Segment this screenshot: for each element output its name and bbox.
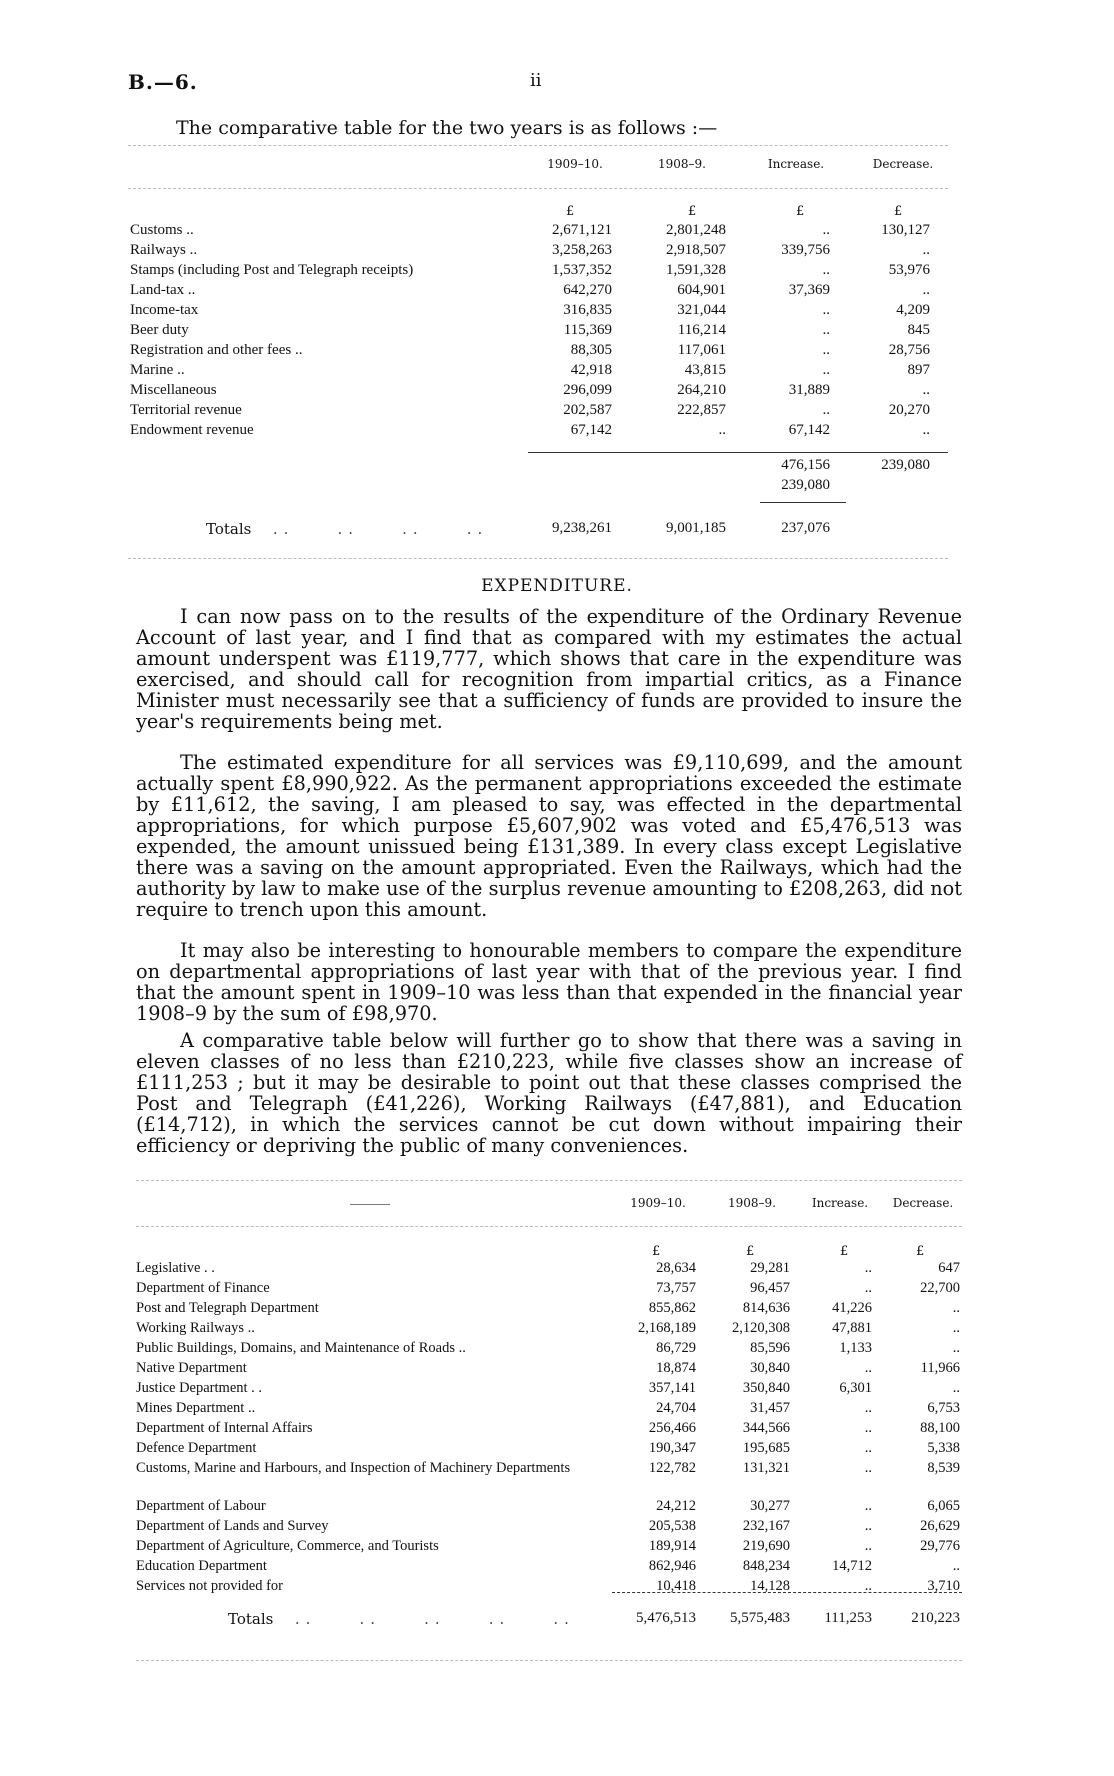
expenditure-row-label: Legislative . . [136,1260,215,1276]
revenue-row-1909: 42,918 [570,362,612,378]
revenue-row-1908: 43,815 [684,362,726,378]
expenditure-row-label: Department of Internal Affairs [136,1420,313,1436]
expenditure-totals-label: Totals .. .. .. .. .. [228,1610,575,1628]
expenditure-row-1909: 190,347 [648,1440,696,1456]
expenditure-row-label: Services not provided for [136,1578,283,1594]
expenditure-row-increase: .. [864,1280,872,1296]
expenditure-row-decrease: .. [952,1558,960,1574]
revenue-row-decrease: 53,976 [888,262,930,278]
revenue-total-increase: 237,076 [781,520,830,536]
revenue-row-increase: 339,756 [781,242,830,258]
expenditure-row-increase: 47,881 [832,1320,872,1336]
revenue-row-1908: 116,214 [677,322,726,338]
revenue-unit-2: £ [688,204,697,219]
expenditure-row-increase: 1,133 [839,1340,872,1356]
revenue-row-increase: .. [822,402,830,418]
revenue-row-1908: 264,210 [677,382,726,398]
revenue-row-1908: .. [718,422,726,438]
expenditure-row-1908: 85,596 [750,1340,790,1356]
revenue-row-label: Land-tax .. [130,282,196,298]
expenditure-row-label: Department of Lands and Survey [136,1518,329,1534]
revenue-col-1909: 1909–10. [547,157,603,171]
expenditure-row-1908: 31,457 [750,1400,790,1416]
exp-total-1908: 5,575,483 [730,1610,790,1626]
exp-unit-2: £ [746,1244,755,1259]
expenditure-row-1908: 14,128 [750,1578,790,1594]
revenue-row-1909: 3,258,263 [552,242,612,258]
expenditure-row-decrease: 26,629 [920,1518,960,1534]
revenue-totals-label: Totals .. .. .. .. [206,520,489,538]
revenue-row-decrease: 20,270 [888,402,930,418]
revenue-row-1908: 1,591,328 [666,262,726,278]
expenditure-row-1908: 96,457 [750,1280,790,1296]
revenue-subtotal-decrease: 239,080 [881,457,930,473]
expenditure-row-label: Mines Department .. [136,1400,256,1416]
expenditure-row-1908: 2,120,308 [732,1320,790,1336]
revenue-col-increase: Increase. [767,157,825,171]
revenue-row-1908: 2,801,248 [666,222,726,238]
expenditure-row-decrease: 8,539 [927,1460,960,1476]
expenditure-row-1909: 357,141 [648,1380,696,1396]
revenue-row-1909: 88,305 [570,342,612,358]
expenditure-row-increase: .. [864,1518,872,1534]
expenditure-row-1909: 2,168,189 [638,1320,696,1336]
expenditure-row-label: Defence Department [136,1440,257,1456]
expenditure-row-decrease: .. [952,1380,960,1396]
exp-col-1908: 1908–9. [728,1196,776,1210]
revenue-row-label: Registration and other fees .. [130,342,303,358]
revenue-row-increase: 37,369 [788,282,830,298]
expenditure-row-label: Post and Telegraph Department [136,1300,319,1316]
expenditure-row-decrease: 6,753 [927,1400,960,1416]
expenditure-row-decrease: 29,776 [920,1538,960,1554]
revenue-row-increase: 31,889 [788,382,830,398]
revenue-row-decrease: 28,756 [888,342,930,358]
expenditure-row-increase: .. [864,1538,872,1554]
revenue-row-increase: .. [822,222,830,238]
expenditure-row-1908: 30,840 [750,1360,790,1376]
expenditure-row-label: Working Railways .. [136,1320,255,1336]
revenue-row-1908: 222,857 [677,402,726,418]
exp-col-decrease: Decrease. [892,1196,954,1210]
expenditure-row-1909: 189,914 [648,1538,696,1554]
exp-total-increase: 111,253 [824,1610,872,1626]
revenue-row-decrease: 845 [907,322,930,338]
revenue-row-1909: 642,270 [563,282,612,298]
expenditure-row-decrease: 11,966 [920,1360,960,1376]
exp-col-1909: 1909–10. [630,1196,686,1210]
revenue-row-label: Marine .. [130,362,185,378]
revenue-row-increase: .. [822,302,830,318]
expenditure-row-1909: 122,782 [648,1460,696,1476]
expenditure-row-increase: .. [864,1360,872,1376]
revenue-unit-3: £ [796,204,805,219]
paragraph-2: The estimated expenditure for all services was £9,110,699, and the amount actually spent £8,990,922. As the permanent appropriations exceeded the estimate by £11,612, the saving, I am pleased to say, was effected in the departmental appropriations, for which purpose £5,607,902 was voted and £5,476,513 was expended, the amount unissued being £131,389. In every class except Legislative there was a saving on the amount appropriated. Even the Railways, which had the authority by law to make use of the surplus revenue amounting to £208,263, did not require to trench upon this amount. [136,751,962,921]
revenue-row-label: Territorial revenue [130,402,242,418]
expenditure-row-label: Native Department [136,1360,247,1376]
expenditure-row-1908: 30,277 [750,1498,790,1514]
exp-col-increase: Increase. [811,1196,869,1210]
expenditure-row-increase: .. [864,1400,872,1416]
revenue-row-decrease: 130,127 [881,222,930,238]
expenditure-row-1909: 855,862 [648,1300,696,1316]
revenue-total-1908: 9,001,185 [666,520,726,536]
expenditure-row-1908: 29,281 [750,1260,790,1276]
revenue-row-label: Stamps (including Post and Telegraph receipts) [130,262,414,278]
revenue-row-1909: 202,587 [563,402,612,418]
expenditure-row-1908: 219,690 [742,1538,790,1554]
expenditure-row-increase: 6,301 [839,1380,872,1396]
revenue-row-label: Railways .. [130,242,198,258]
intro-line: The comparative table for the two years is as follows :— [176,117,718,139]
expenditure-row-increase: .. [864,1440,872,1456]
revenue-row-1909: 1,537,352 [552,262,612,278]
expenditure-row-label: Department of Labour [136,1498,266,1514]
revenue-col-1908: 1908–9. [658,157,706,171]
revenue-row-decrease: 4,209 [896,302,930,318]
revenue-row-decrease: .. [922,382,930,398]
revenue-row-1909: 2,671,121 [552,222,612,238]
revenue-row-label: Endowment revenue [130,422,254,438]
expenditure-row-1909: 86,729 [656,1340,696,1356]
expenditure-row-1909: 73,757 [656,1280,696,1296]
expenditure-row-increase: .. [864,1578,872,1594]
revenue-row-label: Miscellaneous [130,382,217,398]
expenditure-row-label: Customs, Marine and Harbours, and Inspection of Machinery Departments [136,1460,571,1476]
expenditure-row-decrease: 647 [938,1260,960,1276]
page-number: ii [530,70,542,91]
expenditure-row-decrease: .. [952,1300,960,1316]
revenue-row-label: Customs .. [130,222,194,238]
revenue-row-label: Income-tax [130,302,199,318]
revenue-row-label: Beer duty [130,322,189,338]
expenditure-row-label: Justice Department . . [136,1380,263,1396]
revenue-row-decrease: .. [922,422,930,438]
revenue-subtotal-less: 239,080 [781,477,830,493]
revenue-unit-1: £ [566,204,575,219]
expenditure-row-decrease: 5,338 [927,1440,960,1456]
expenditure-row-1909: 24,704 [656,1400,696,1416]
expenditure-row-increase: .. [864,1420,872,1436]
expenditure-row-1908: 131,321 [742,1460,790,1476]
revenue-row-increase: .. [822,342,830,358]
expenditure-row-increase: .. [864,1498,872,1514]
revenue-subtotal-increase: 476,156 [781,457,830,473]
revenue-col-decrease: Decrease. [872,157,934,171]
expenditure-row-1908: 814,636 [742,1300,790,1316]
expenditure-row-decrease: 3,710 [927,1578,960,1594]
expenditure-row-1909: 10,418 [656,1578,696,1594]
expenditure-row-1908: 350,840 [742,1380,790,1396]
exp-total-1909: 5,476,513 [636,1610,696,1626]
page-reference: B.—6. [128,70,198,94]
revenue-row-increase: .. [822,362,830,378]
paragraph-3: It may also be interesting to honourable members to compare the expenditure on departmental appropriations of last year with that of the previous year. I find that the amount spent in 1909–10 was less than that expended in the financial year 1908–9 by the sum of £98,970. [136,939,962,1025]
expenditure-row-label: Department of Finance [136,1280,270,1296]
revenue-total-1909: 9,238,261 [552,520,612,536]
revenue-row-1909: 67,142 [570,422,612,438]
expenditure-row-decrease: 22,700 [920,1280,960,1296]
expenditure-row-1908: 232,167 [742,1518,790,1534]
paragraph-1: I can now pass on to the results of the expenditure of the Ordinary Revenue Account of last year, and I find that as compared with my estimates the actual amount underspent was £119,777, which shows that care in the expenditure was exercised, and should call for recognition from impartial critics, as a Finance Minister must necessarily see that a sufficiency of funds are provided to insure the year's requirements being met. [136,605,962,733]
revenue-row-increase: .. [822,322,830,338]
expenditure-row-decrease: 88,100 [920,1420,960,1436]
expenditure-row-increase: .. [864,1260,872,1276]
section-title: EXPENDITURE. [481,576,633,596]
expenditure-row-1909: 18,874 [656,1360,696,1376]
revenue-row-decrease: .. [922,282,930,298]
revenue-row-1909: 316,835 [563,302,612,318]
expenditure-row-label: Public Buildings, Domains, and Maintenance of Roads .. [136,1340,466,1356]
expenditure-row-1909: 862,946 [648,1558,696,1574]
revenue-row-1908: 117,061 [677,342,726,358]
expenditure-row-decrease: 6,065 [927,1498,960,1514]
expenditure-row-increase: 41,226 [832,1300,872,1316]
exp-unit-3: £ [840,1244,849,1259]
revenue-unit-4: £ [894,204,903,219]
revenue-row-1909: 115,369 [563,322,612,338]
expenditure-row-label: Education Department [136,1558,267,1574]
expenditure-row-increase: .. [864,1460,872,1476]
revenue-row-1908: 604,901 [677,282,726,298]
revenue-row-1909: 296,099 [563,382,612,398]
expenditure-row-1909: 256,466 [648,1420,696,1436]
expenditure-row-decrease: .. [952,1340,960,1356]
revenue-row-decrease: .. [922,242,930,258]
exp-unit-4: £ [916,1244,925,1259]
expenditure-row-1908: 344,566 [742,1420,790,1436]
expenditure-row-decrease: .. [952,1320,960,1336]
revenue-row-decrease: 897 [907,362,930,378]
revenue-row-increase: 67,142 [788,422,830,438]
exp-unit-1: £ [652,1244,661,1259]
expenditure-row-label: Department of Agriculture, Commerce, and Tourists [136,1538,439,1554]
expenditure-row-increase: 14,712 [832,1558,872,1574]
expenditure-row-1909: 205,538 [648,1518,696,1534]
expenditure-row-1908: 195,685 [742,1440,790,1456]
paragraph-4: A comparative table below will further go to show that there was a saving in eleven classes of no less than £210,223, while five classes show an increase of £111,253 ; but it may be desirable to point out that these classes comprised the Post and Telegraph (£41,226), Working Railways (£47,881), and Education (£14,712), in which the services cannot be cut down without impairing their efficiency or depriving the public of many conveniences. [136,1029,962,1157]
expenditure-row-1909: 28,634 [656,1260,696,1276]
exp-total-decrease: 210,223 [911,1610,960,1626]
revenue-row-increase: .. [822,262,830,278]
expenditure-row-1909: 24,212 [656,1498,696,1514]
revenue-row-1908: 321,044 [677,302,726,318]
revenue-row-1908: 2,918,507 [666,242,726,258]
expenditure-row-1908: 848,234 [742,1558,790,1574]
